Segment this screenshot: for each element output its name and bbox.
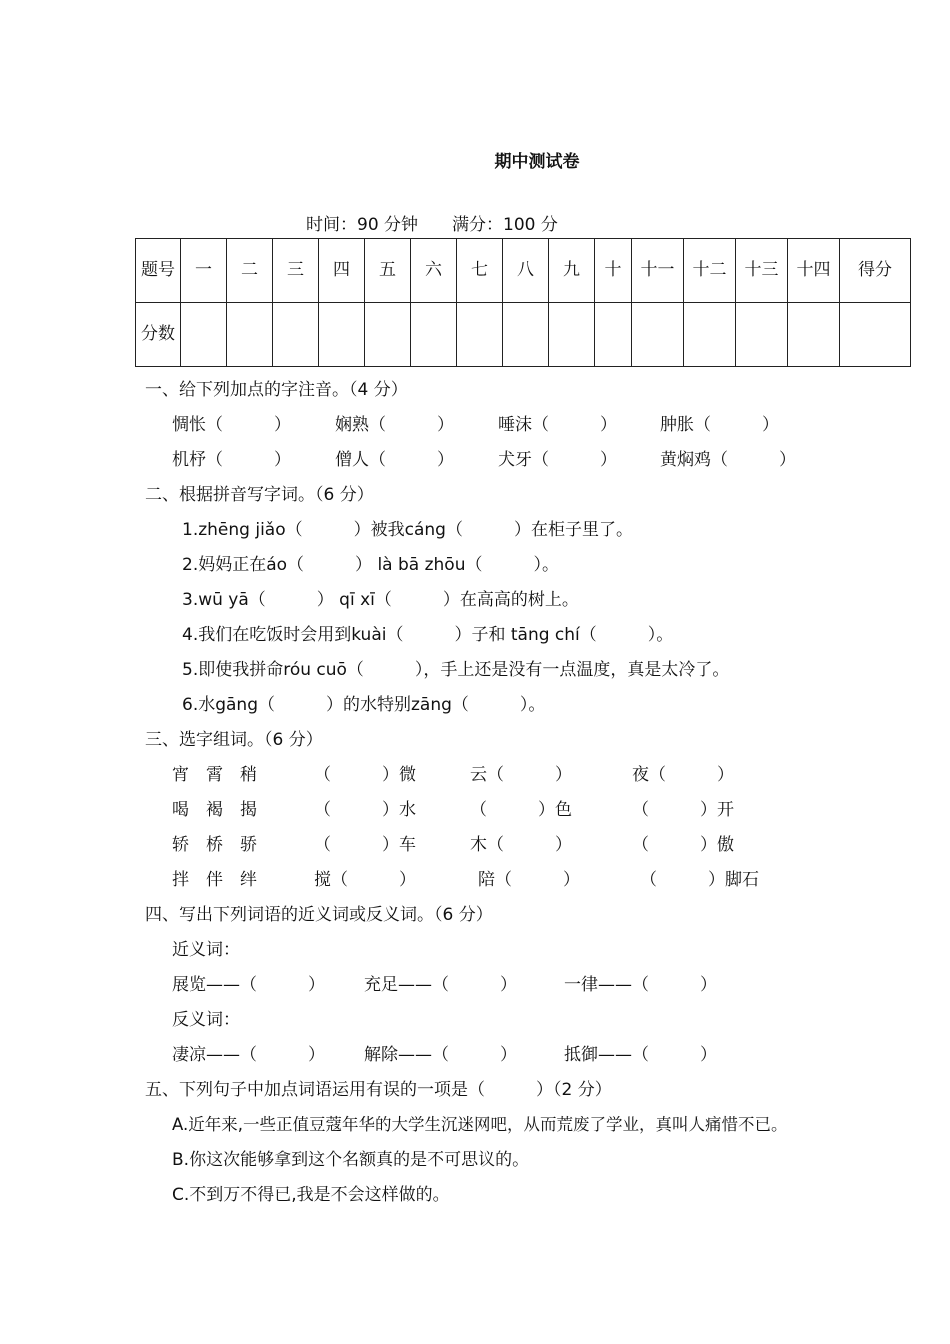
q1-item: 唾沫（ ） xyxy=(498,415,617,435)
score-cell[interactable] xyxy=(411,303,457,367)
header-cell: 四 xyxy=(319,239,365,303)
q3-chars: 轿 桥 骄 xyxy=(172,835,257,855)
header-cell: 八 xyxy=(503,239,549,303)
q2-heading: 二、根据拼音写字词。（6 分） xyxy=(145,485,374,505)
score-cell[interactable] xyxy=(227,303,273,367)
q3-blank: （ ）车 xyxy=(314,835,416,855)
q1-item: 僧人（ ） xyxy=(335,450,454,470)
score-cell[interactable] xyxy=(273,303,319,367)
header-cell: 一 xyxy=(181,239,227,303)
q4-syn-item: 充足——（ ） xyxy=(364,975,517,995)
q4-ant-item: 凄凉——（ ） xyxy=(172,1045,325,1065)
q1-item: 黄焖鸡（ ） xyxy=(660,450,796,470)
q5-option-b: B.你这次能够拿到这个名额真的是不可思议的。 xyxy=(172,1150,530,1170)
q2-line: 2.妈妈正在áo（ ） là bā zhōu（ ）。 xyxy=(182,555,559,575)
q3-blank: 陪（ ） xyxy=(478,870,580,890)
score-table xyxy=(135,238,911,367)
score-cell[interactable] xyxy=(549,303,595,367)
page-title: 期中测试卷 xyxy=(494,152,580,172)
score-cell[interactable] xyxy=(788,303,840,367)
q2-line: 3.wū yā（ ） qī xī（ ）在高高的树上。 xyxy=(182,590,579,610)
header-cell: 六 xyxy=(411,239,457,303)
q1-item: 娴熟（ ） xyxy=(335,415,454,435)
header-cell: 七 xyxy=(457,239,503,303)
q3-blank: （ ）开 xyxy=(632,800,734,820)
score-cell[interactable] xyxy=(319,303,365,367)
q1-item: 机杼（ ） xyxy=(172,450,291,470)
score-row xyxy=(136,303,911,367)
q3-blank: （ ）水 xyxy=(314,800,416,820)
score-cell[interactable] xyxy=(684,303,736,367)
q3-chars: 喝 褐 揭 xyxy=(172,800,257,820)
header-cell: 九 xyxy=(549,239,595,303)
q3-blank: （ ）色 xyxy=(470,800,572,820)
score-cell[interactable] xyxy=(632,303,684,367)
score-cell[interactable] xyxy=(181,303,227,367)
q3-blank: 木（ ） xyxy=(470,835,572,855)
q2-line: 1.zhēng jiǎo（ ）被我cáng（ ）在柜子里了。 xyxy=(182,520,633,540)
score-cell[interactable] xyxy=(736,303,788,367)
row-label-tihao: 题号 xyxy=(136,239,181,303)
q4-syn-label: 近义词： xyxy=(172,940,240,960)
header-row xyxy=(136,239,911,303)
q4-heading: 四、写出下列词语的近义词或反义词。（6 分） xyxy=(145,905,493,925)
header-cell: 十 xyxy=(595,239,632,303)
q3-blank: 搅（ ） xyxy=(314,870,416,890)
score-cell[interactable] xyxy=(457,303,503,367)
q3-chars: 拌 伴 绊 xyxy=(172,870,257,890)
header-cell: 得分 xyxy=(840,239,911,303)
exam-meta: 时间：90 分钟 满分：100 分 xyxy=(306,215,558,235)
header-cell: 三 xyxy=(273,239,319,303)
q3-blank: 夜（ ） xyxy=(632,765,734,785)
q1-heading: 一、给下列加点的字注音。（4 分） xyxy=(145,380,408,400)
header-cell: 十一 xyxy=(632,239,684,303)
q2-line: 5.即使我拼命róu cuō（ ），手上还是没有一点温度，真是太冷了。 xyxy=(182,660,730,680)
q3-blank: 云（ ） xyxy=(470,765,572,785)
q5-heading: 五、下列句子中加点词语运用有误的一项是（ ）（2 分） xyxy=(145,1080,612,1100)
q3-blank: （ ）微 xyxy=(314,765,416,785)
q4-ant-item: 抵御——（ ） xyxy=(564,1045,717,1065)
q4-ant-label: 反义词： xyxy=(172,1010,240,1030)
q4-ant-item: 解除——（ ） xyxy=(364,1045,517,1065)
q2-line: 4.我们在吃饭时会用到kuài（ ）子和 tāng chí（ ）。 xyxy=(182,625,674,645)
header-cell: 十三 xyxy=(736,239,788,303)
q3-heading: 三、选字组词。（6 分） xyxy=(145,730,323,750)
header-cell: 十二 xyxy=(684,239,736,303)
q4-syn-item: 展览——（ ） xyxy=(172,975,325,995)
q3-chars: 宵 霄 稍 xyxy=(172,765,257,785)
row-label-fenshu: 分数 xyxy=(136,303,181,367)
score-cell[interactable] xyxy=(503,303,549,367)
q3-blank: （ ）傲 xyxy=(632,835,734,855)
q3-blank: （ ）脚石 xyxy=(640,870,759,890)
q1-item: 犬牙（ ） xyxy=(498,450,617,470)
header-cell: 十四 xyxy=(788,239,840,303)
q4-syn-item: 一律——（ ） xyxy=(564,975,717,995)
q1-item: 肿胀（ ） xyxy=(660,415,779,435)
q2-line: 6.水gāng（ ）的水特别zāng（ ）。 xyxy=(182,695,546,715)
q1-item: 惆怅（ ） xyxy=(172,415,291,435)
score-cell[interactable] xyxy=(595,303,632,367)
header-cell: 五 xyxy=(365,239,411,303)
q5-option-c: C.不到万不得已,我是不会这样做的。 xyxy=(172,1185,450,1205)
header-cell: 二 xyxy=(227,239,273,303)
q5-option-a: A.近年来,一些正值豆蔻年华的大学生沉迷网吧，从而荒废了学业，真叫人痛惜不已。 xyxy=(172,1115,788,1134)
score-cell[interactable] xyxy=(365,303,411,367)
score-cell[interactable] xyxy=(840,303,911,367)
